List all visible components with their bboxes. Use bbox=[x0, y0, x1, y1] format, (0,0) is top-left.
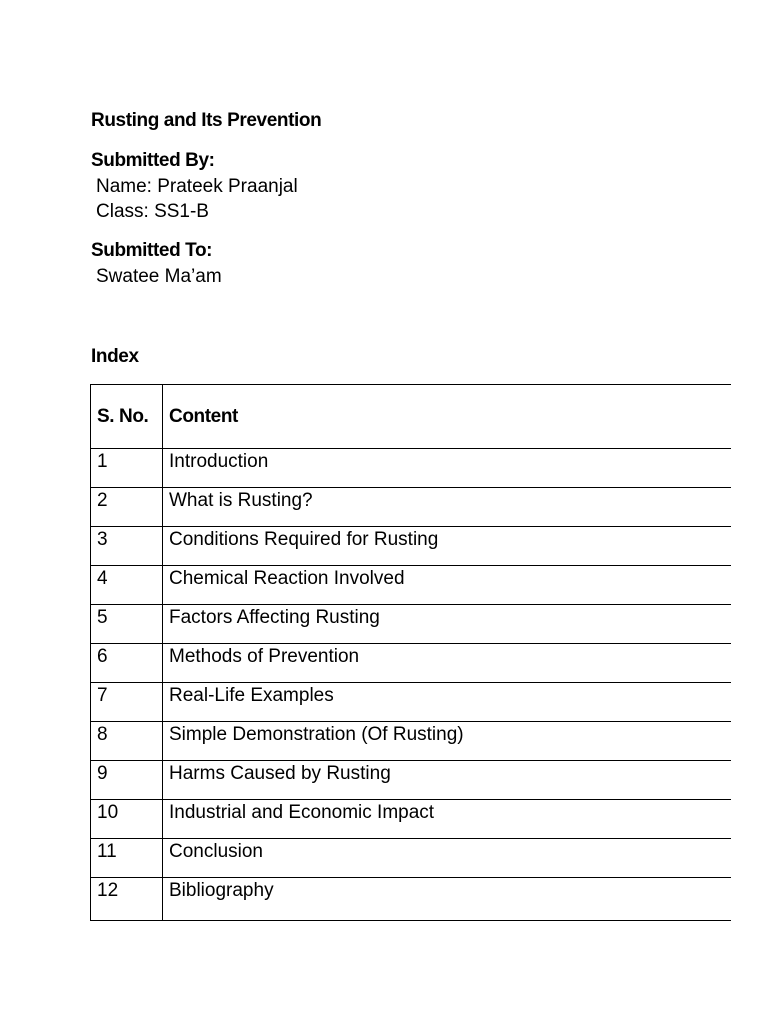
row-content: Introduction bbox=[163, 449, 732, 488]
row-sno: 10 bbox=[91, 800, 163, 839]
table-row bbox=[91, 800, 732, 839]
table-row bbox=[91, 878, 732, 921]
row-content: Methods of Prevention bbox=[163, 644, 732, 683]
table-row bbox=[91, 449, 732, 488]
row-sno: 1 bbox=[91, 449, 163, 488]
row-sno: 6 bbox=[91, 644, 163, 683]
row-sno: 4 bbox=[91, 566, 163, 605]
submitted-by-class: Class: SS1-B bbox=[96, 201, 209, 222]
row-content: What is Rusting? bbox=[163, 488, 732, 527]
row-content: Harms Caused by Rusting bbox=[163, 761, 732, 800]
row-sno: 12 bbox=[91, 878, 163, 921]
row-sno: 9 bbox=[91, 761, 163, 800]
row-content: Bibliography bbox=[163, 878, 732, 921]
row-sno: 3 bbox=[91, 527, 163, 566]
row-content: Conditions Required for Rusting bbox=[163, 527, 732, 566]
row-sno: 11 bbox=[91, 839, 163, 878]
column-header-sno: S. No. bbox=[91, 385, 163, 449]
index-heading: Index bbox=[91, 346, 139, 367]
table-row bbox=[91, 683, 732, 722]
index-table bbox=[90, 384, 731, 921]
index-header-row bbox=[91, 385, 732, 449]
table-row bbox=[91, 644, 732, 683]
table-row bbox=[91, 761, 732, 800]
row-content: Chemical Reaction Involved bbox=[163, 566, 732, 605]
row-content: Factors Affecting Rusting bbox=[163, 605, 732, 644]
row-content: Industrial and Economic Impact bbox=[163, 800, 732, 839]
row-content: Real-Life Examples bbox=[163, 683, 732, 722]
submitted-by-name: Name: Prateek Praanjal bbox=[96, 176, 298, 197]
table-row bbox=[91, 488, 732, 527]
row-sno: 5 bbox=[91, 605, 163, 644]
submitted-to-heading: Submitted To: bbox=[91, 240, 213, 261]
table-row bbox=[91, 527, 732, 566]
table-row bbox=[91, 605, 732, 644]
table-row bbox=[91, 839, 732, 878]
document-title: Rusting and Its Prevention bbox=[91, 110, 322, 131]
row-sno: 7 bbox=[91, 683, 163, 722]
submitted-by-heading: Submitted By: bbox=[91, 150, 215, 171]
column-header-content: Content bbox=[163, 385, 732, 449]
submitted-to-name: Swatee Ma’am bbox=[96, 266, 222, 287]
row-content: Conclusion bbox=[163, 839, 732, 878]
row-sno: 2 bbox=[91, 488, 163, 527]
table-row bbox=[91, 566, 732, 605]
row-sno: 8 bbox=[91, 722, 163, 761]
table-row bbox=[91, 722, 732, 761]
row-content: Simple Demonstration (Of Rusting) bbox=[163, 722, 732, 761]
